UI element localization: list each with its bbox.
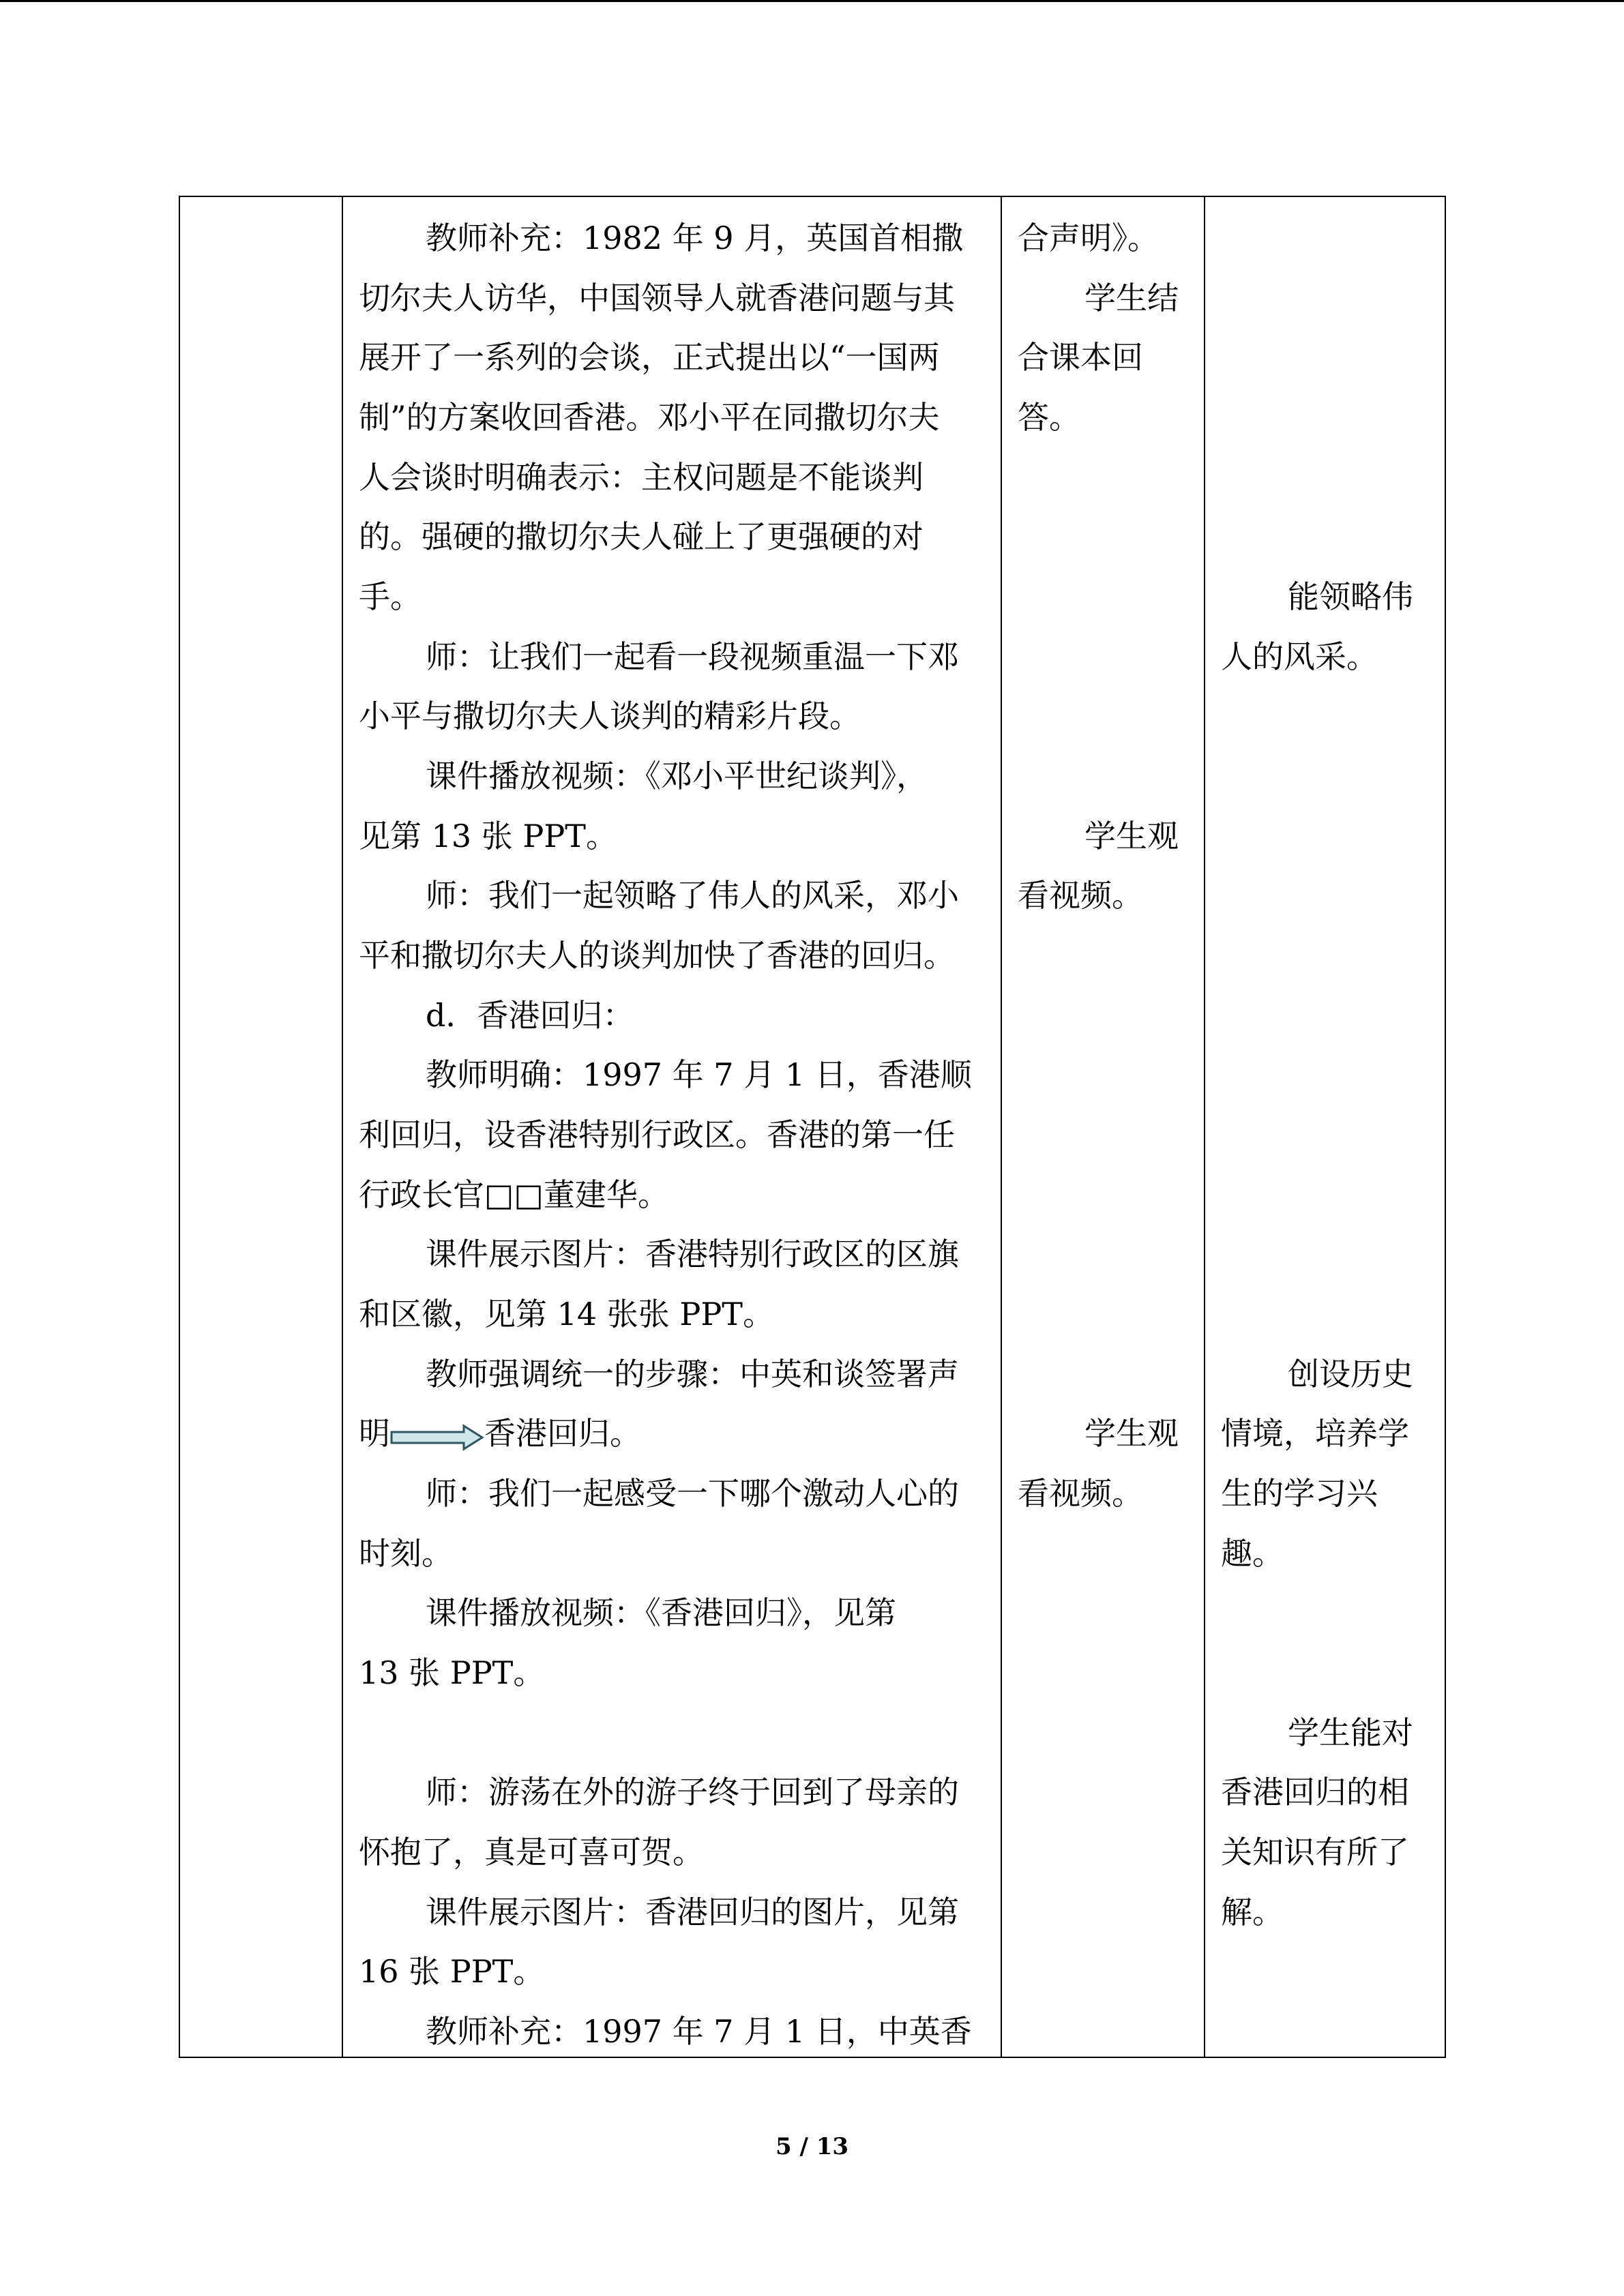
process-line: 人会谈时明确表示：主权问题是不能谈判 — [359, 459, 924, 496]
column-divider-1 — [342, 197, 343, 2057]
table-column-design-intent — [1221, 197, 1439, 2057]
process-line: 小平与撒切尔夫人谈判的精彩片段。 — [359, 698, 861, 734]
intent-line: 人的风采。 — [1221, 638, 1378, 675]
process-line: 切尔夫人访华，中国领导人就香港问题与其 — [359, 280, 955, 316]
process-line: 教师明确：1997 年 7 月 1 日，香港顺 — [426, 1056, 972, 1093]
process-line: 师：游荡在外的游子终于回到了母亲的 — [426, 1774, 959, 1810]
intent-line: 学生能对 — [1288, 1714, 1413, 1751]
process-line: 16 张 PPT。 — [359, 1953, 545, 1990]
student-line: 看视频。 — [1018, 1475, 1143, 1512]
right-arrow-icon — [390, 1420, 484, 1447]
student-line: 学生结 — [1084, 280, 1179, 316]
process-line: 利回归，设香港特别行政区。香港的第一任 — [359, 1116, 955, 1153]
process-line: 怀抱了，真是可喜可贺。 — [359, 1834, 704, 1870]
table-column-stage — [180, 197, 342, 2057]
process-line: 课件展示图片：香港特别行政区的区旗 — [426, 1236, 959, 1272]
right-arrow-icon-svg — [390, 1424, 484, 1451]
process-line: 课件播放视频：《邓小平世纪谈判》， — [426, 758, 928, 794]
process-line: 时刻。 — [359, 1535, 453, 1572]
intent-line: 香港回归的相 — [1221, 1774, 1409, 1810]
process-line: 师：我们一起感受一下哪个激动人心的 — [426, 1475, 959, 1512]
process-text: 明 — [359, 1415, 390, 1452]
student-line: 合声明》。 — [1018, 220, 1159, 256]
process-line: 展开了一系列的会谈，正式提出以“一国两 — [359, 339, 940, 376]
intent-line: 解。 — [1221, 1894, 1284, 1930]
process-line: 见第 13 张 PPT。 — [359, 818, 617, 854]
process-line: 13 张 PPT。 — [359, 1654, 545, 1691]
intent-line: 能领略伟 — [1288, 578, 1413, 615]
process-line: 教师强调统一的步骤：中英和谈签署声 — [426, 1356, 959, 1392]
lesson-table — [179, 196, 1446, 2058]
process-line: 手。 — [359, 578, 422, 615]
process-line: 教师补充：1997 年 7 月 1 日，中英香 — [426, 2013, 972, 2050]
process-line: 平和撒切尔夫人的谈判加快了香港的回归。 — [359, 937, 955, 974]
intent-line: 生的学习兴 — [1221, 1475, 1378, 1512]
student-line: 合课本回 — [1018, 339, 1143, 376]
column-divider-2 — [1001, 197, 1002, 2057]
process-line: 课件展示图片：香港回归的图片，见第 — [426, 1894, 959, 1930]
student-line: 看视频。 — [1018, 877, 1143, 914]
page-number: 5 / 13 — [775, 2133, 849, 2160]
intent-line: 创设历史 — [1288, 1356, 1413, 1392]
process-line: 课件播放视频：《香港回归》，见第 — [426, 1594, 896, 1631]
student-line: 答。 — [1018, 399, 1080, 436]
process-line: 师：让我们一起看一段视频重温一下邓 — [426, 638, 959, 675]
process-line: 的。强硬的撒切尔夫人碰上了更强硬的对 — [359, 518, 924, 555]
table-column-student-activity — [1018, 197, 1202, 2057]
column-divider-3 — [1204, 197, 1205, 2057]
process-line: 制”的方案收回香港。邓小平在同撒切尔夫 — [359, 399, 940, 436]
process-line: 和区徽，见第 14 张张 PPT。 — [359, 1296, 774, 1332]
student-line: 学生观 — [1084, 818, 1179, 854]
intent-line: 趣。 — [1221, 1535, 1284, 1572]
process-line: 师：我们一起领略了伟人的风采，邓小 — [426, 877, 959, 914]
top-border-rule — [0, 0, 1624, 2]
process-line: 教师补充：1982 年 9 月，英国首相撒 — [426, 220, 964, 256]
intent-line: 情境，培养学 — [1221, 1415, 1409, 1452]
process-line: d．香港回归： — [426, 997, 634, 1034]
intent-line: 关知识有所了 — [1221, 1834, 1409, 1870]
process-line: 行政长官□□董建华。 — [359, 1176, 669, 1213]
process-text: 香港回归。 — [484, 1415, 641, 1452]
process-line-with-arrow — [359, 1413, 641, 1454]
table-column-teaching-process — [359, 197, 993, 2057]
student-line: 学生观 — [1084, 1415, 1179, 1452]
